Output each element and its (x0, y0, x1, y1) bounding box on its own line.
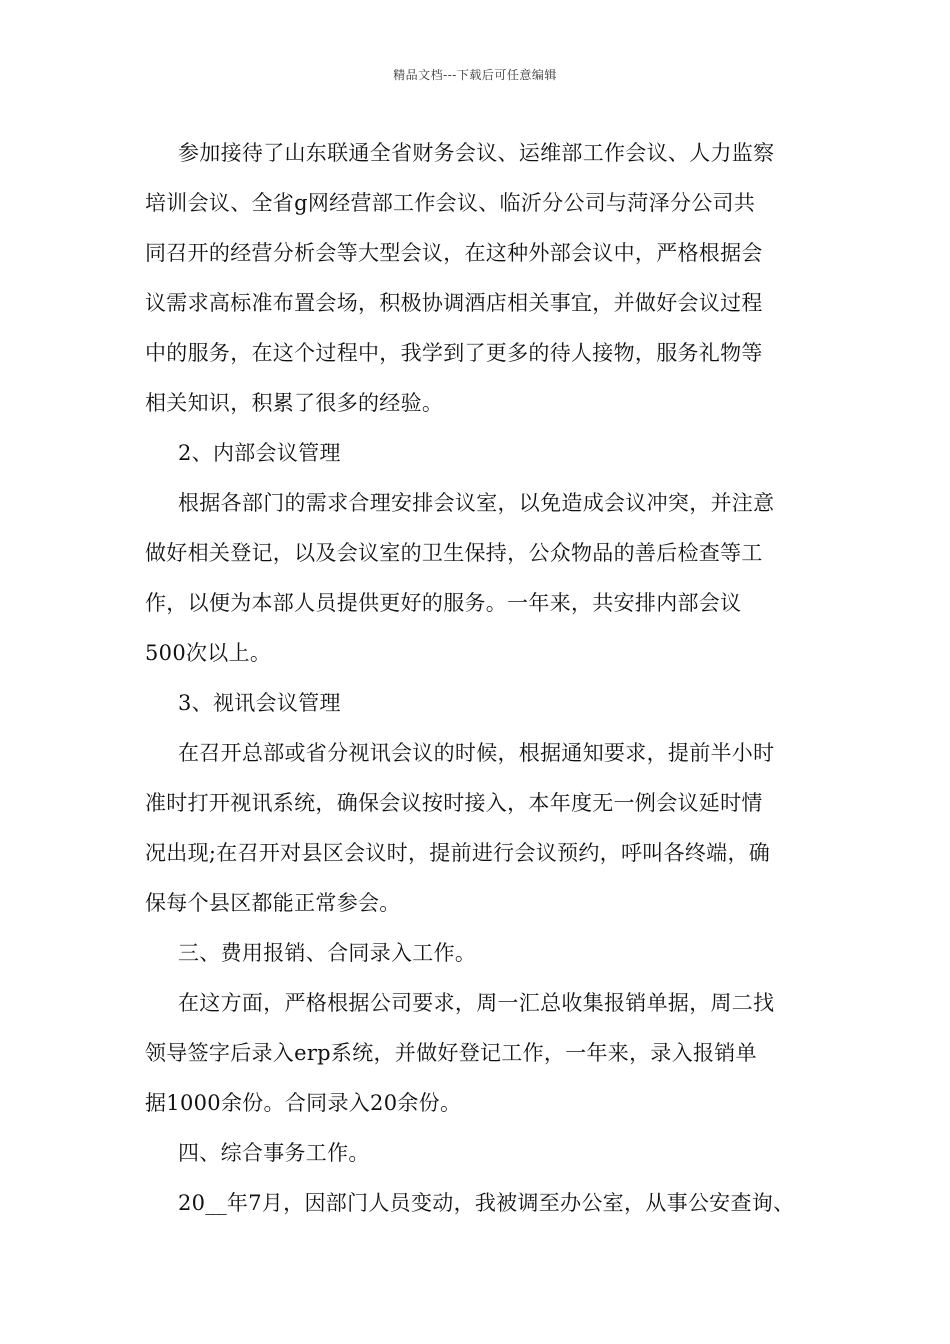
text-line: 做好相关登记，以及会议室的卫生保持，公众物品的善后检查等工 (145, 541, 763, 565)
text-line: 准时打开视讯系统，确保会议按时接入，本年度无一例会议延时情 (145, 791, 763, 815)
section-heading: 3、视讯会议管理 (178, 691, 341, 715)
section-heading: 四、综合事务工作。 (178, 1141, 370, 1165)
text-line: 在召开总部或省分视讯会议的时候，根据通知要求，提前半小时 (178, 741, 775, 765)
text-line: 况出现;在召开对县区会议时，提前进行会议预约，呼叫各终端，确 (145, 841, 771, 865)
text-line: 领导签字后录入erp系统，并做好登记工作，一年来，录入报销单 (145, 1041, 757, 1065)
text-line: 相关知识，积累了很多的经验。 (145, 391, 444, 415)
text-line: 培训会议、全省g网经营部工作会议、临沂分公司与菏泽分公司共 (145, 191, 756, 215)
text-line: 同召开的经营分析会等大型会议，在这种外部会议中，严格根据会 (145, 241, 763, 265)
text-line: 据1000余份。合同录入20余份。 (145, 1091, 462, 1115)
text-line: 20__年7月，因部门人员变动，我被调至办公室，从事公安查询、 (178, 1191, 795, 1215)
text-line: 500次以上。 (145, 641, 272, 665)
text-line: 作，以便为本部人员提供更好的服务。一年来，共安排内部会议 (145, 591, 742, 615)
text-line: 在这方面，严格根据公司要求，周一汇总收集报销单据，周二找 (178, 991, 775, 1015)
text-line: 保每个县区都能正常参会。 (145, 891, 401, 915)
document-body (145, 128, 810, 1228)
text-line: 根据各部门的需求合理安排会议室，以免造成会议冲突，并注意 (178, 491, 775, 515)
text-line: 议需求高标准布置会场，积极协调酒店相关事宜，并做好会议过程 (145, 291, 763, 315)
text-line: 中的服务，在这个过程中，我学到了更多的待人接物，服务礼物等 (145, 341, 763, 365)
section-heading: 三、费用报销、合同录入工作。 (178, 941, 477, 965)
text-line: 参加接待了山东联通全省财务会议、运维部工作会议、人力监察 (178, 141, 775, 165)
section-heading: 2、内部会议管理 (178, 441, 341, 465)
page-header: 精品文档---下载后可任意编辑 (393, 68, 557, 82)
